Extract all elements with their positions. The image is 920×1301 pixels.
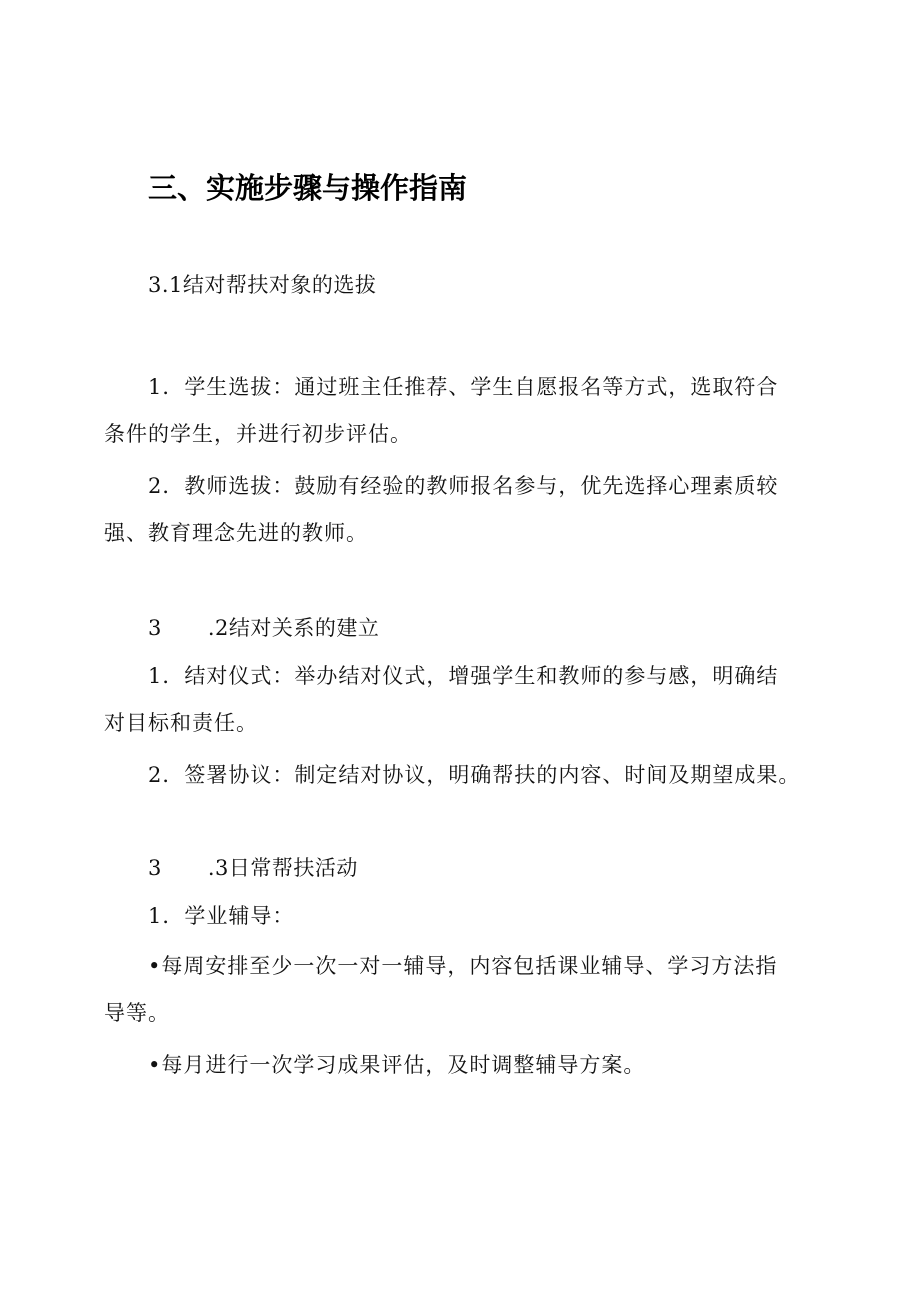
section-title-3-2	[148, 613, 379, 643]
paragraph-line: 1．结对仪式：举办结对仪式，增强学生和教师的参与感，明确结	[148, 664, 779, 688]
section-title-text: .2结对关系的建立	[207, 616, 380, 640]
paragraph-line: 2．教师选拔：鼓励有经验的教师报名参与，优先选择心理素质较	[148, 474, 779, 498]
section-title-text: .3日常帮扶活动	[207, 856, 358, 880]
bullet-line: 导等。	[104, 1001, 170, 1025]
page-heading: 三、实施步骤与操作指南	[148, 171, 468, 205]
paragraph-line: 1．学业辅导：	[148, 904, 295, 928]
section-number: 3	[148, 616, 162, 640]
paragraph-line: 条件的学生，并进行初步评估。	[104, 422, 412, 446]
paragraph-line: 2．签署协议：制定结对协议，明确帮扶的内容、时间及期望成果。	[148, 763, 801, 787]
section-title-3-1: 3.1结对帮扶对象的选拔	[148, 273, 377, 297]
paragraph-line: 对目标和责任。	[104, 711, 258, 735]
paragraph-line: 1．学生选拔：通过班主任推荐、学生自愿报名等方式，选取符合	[148, 375, 779, 399]
bullet-line: •每月进行一次学习成果评估，及时调整辅导方案。	[148, 1053, 646, 1077]
bullet-line: •每周安排至少一次一对一辅导，内容包括课业辅导、学习方法指	[148, 954, 778, 978]
section-title-3-3	[148, 853, 358, 883]
section-number: 3	[148, 856, 162, 880]
paragraph-line: 强、教育理念先进的教师。	[104, 521, 368, 545]
